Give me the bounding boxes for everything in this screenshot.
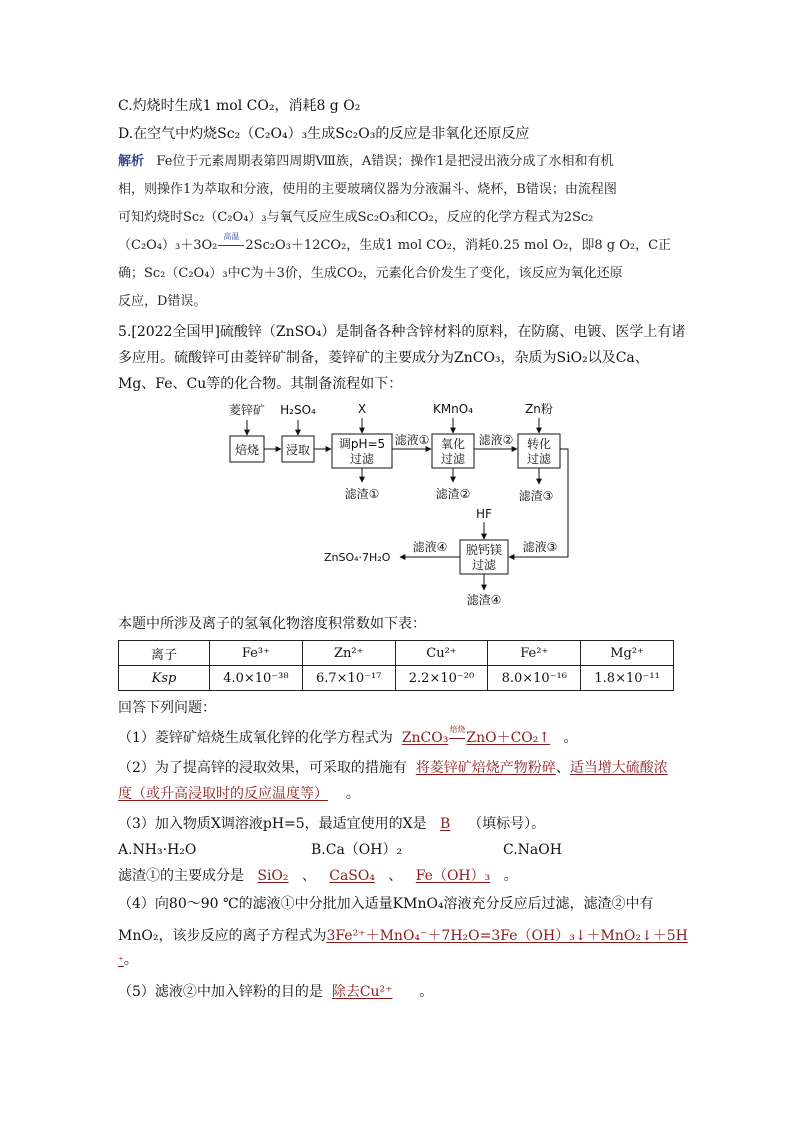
q2-answer-2a: 适当增大硫酸浓 xyxy=(569,760,668,776)
q3-answer: B xyxy=(440,816,451,832)
residue-4-label: 滤渣④ xyxy=(466,593,502,607)
demg-label-1: 脱钙镁 xyxy=(465,543,503,557)
process-flowchart xyxy=(228,398,584,610)
convert-label-2: 过滤 xyxy=(526,452,552,466)
q1-answer-right: ZnO＋CO₂↑ xyxy=(466,730,551,746)
q4-answer: 3Fe²⁺＋MnO₄⁻＋7H₂O=3Fe（OH）₃↓＋MnO₂↓＋5H xyxy=(326,928,688,944)
analysis-line-4 xyxy=(118,232,672,256)
table-intro: 本题中所涉及离子的氢氧化物溶度积常数如下表： xyxy=(118,616,426,632)
adjust-label-2: 过滤 xyxy=(349,452,375,466)
hf-label: HF xyxy=(476,507,492,521)
q2-answer-1: 将菱锌矿焙烧产物粉碎 xyxy=(415,760,556,776)
q4-line-2 xyxy=(118,926,688,946)
q3b-answer-1: SiO₂ xyxy=(257,868,289,884)
residue-2-label: 滤渣② xyxy=(435,487,471,501)
analysis-tag: 解析 xyxy=(118,154,145,169)
filtrate-2-label: 滤液② xyxy=(478,433,514,447)
x-label: X xyxy=(357,402,367,416)
filtrate-3-label: 滤液③ xyxy=(522,540,558,554)
q3b-answer-3: Fe（OH）₃ xyxy=(415,868,491,884)
residue-1-label: 滤渣① xyxy=(344,487,380,501)
q3b-line xyxy=(118,866,518,886)
q4-answer-tail: ⁺ xyxy=(118,954,124,967)
q4-line-3 xyxy=(118,950,138,971)
q2-line-1 xyxy=(118,758,668,778)
question-line-1: 5.[2022全国甲]硫酸锌（ZnSO₄）是制备各种含锌材料的原料，在防腐、电镀、医学上有诸 xyxy=(118,324,686,340)
q3b-sep-2: 、 xyxy=(388,868,403,884)
q2-text: （2）为了提高锌的浸取效果，可采取的措施有 xyxy=(118,760,407,776)
table-cell: Ksp xyxy=(119,666,210,691)
table-cell: Fe³⁺ xyxy=(210,641,303,666)
oxidize-label-2: 过滤 xyxy=(440,452,466,466)
table-row xyxy=(119,641,674,666)
q5-text: （5）滤液②中加入锌粉的目的是 xyxy=(118,984,323,1000)
q3-option-a: A.NH₃·H₂O xyxy=(118,842,197,858)
adjust-label-1: 调pH=5 xyxy=(338,437,386,451)
zn-powder-label: Zn粉 xyxy=(525,402,553,416)
q5-answer: 除去Cu²⁺ xyxy=(331,984,393,1000)
condition-arrow xyxy=(217,232,245,256)
analysis-line-3: 可知灼烧时Sc₂（C₂O₄）₃与氧气反应生成Sc₂O₃和CO₂，反应的化学方程式为2Sc₂ xyxy=(118,210,594,225)
q2-sep: 、 xyxy=(555,760,570,776)
q3b-end: 。 xyxy=(503,868,518,884)
q3-option-b: B.Ca（OH）₂ xyxy=(311,842,403,858)
analysis-line-1 xyxy=(118,152,614,172)
filtrate-1-label: 滤液① xyxy=(394,433,430,447)
q2-line-2 xyxy=(118,784,360,804)
q1-end: 。 xyxy=(563,730,578,746)
table-cell: Mg²⁺ xyxy=(581,641,674,666)
h2so4-label: H₂SO₄ xyxy=(280,403,316,417)
table-cell: 6.7×10⁻¹⁷ xyxy=(302,666,395,691)
analysis-text: Fe位于元素周期表第四周期Ⅷ族，A错误；操作1是把浸出液分成了水相和有机 xyxy=(156,154,614,169)
q3-text: （3）加入物质X调溶液pH=5，最适宜使用的X是 xyxy=(118,816,427,832)
q1-text: （1）菱锌矿焙烧生成氧化锌的化学方程式为 xyxy=(118,730,393,746)
product-label: ZnSO₄·7H₂O xyxy=(324,551,391,564)
q3-option-c: C.NaOH xyxy=(503,842,562,858)
q5-line xyxy=(118,982,433,1002)
table-cell: 4.0×10⁻³⁸ xyxy=(210,666,303,691)
residue-3-label: 滤渣③ xyxy=(518,489,554,503)
q4-text: MnO₂，该步反应的离子方程式为 xyxy=(118,928,327,944)
table-cell: Zn²⁺ xyxy=(302,641,395,666)
table-cell: Cu²⁺ xyxy=(395,641,488,666)
q1-line xyxy=(118,725,578,748)
table-cell: 1.8×10⁻¹¹ xyxy=(581,666,674,691)
q1-condition xyxy=(448,725,466,748)
q1-condition-label: 焙烧 xyxy=(449,725,466,734)
answer-prompt: 回答下列问题： xyxy=(118,700,216,716)
table-cell: 8.0×10⁻¹⁶ xyxy=(488,666,581,691)
q3-line xyxy=(118,814,545,834)
q3-end: （填标号）。 xyxy=(468,816,546,832)
question-line-3: Mg、Fe、Cu等的化合物。其制备流程如下： xyxy=(118,376,403,392)
question-line-2: 多应用。硫酸锌可由菱锌矿制备，菱锌矿的主要成分为ZnCO₃，杂质为SiO₂以及Ca、 xyxy=(118,350,649,366)
ksp-table xyxy=(118,640,674,691)
ore-label: 菱锌矿 xyxy=(228,403,266,417)
q3b-answer-2: CaSO₄ xyxy=(329,868,375,884)
q3b-sep-1: 、 xyxy=(301,868,316,884)
q2-answer-2b: 度（或升高浸取时的反应温度等） xyxy=(118,786,328,802)
table-cell: 2.2×10⁻²⁰ xyxy=(395,666,488,691)
analysis-line-2: 相，则操作1为萃取和分液，使用的主要玻璃仪器为分液漏斗、烧杯，B错误；由流程图 xyxy=(118,182,617,197)
q3b-text: 滤渣①的主要成分是 xyxy=(118,868,244,884)
equation-left: （C₂O₄）₃＋3O₂ xyxy=(118,238,218,253)
q4-end: 。 xyxy=(123,952,138,968)
q5-end: 。 xyxy=(419,984,434,1000)
option-c: C.灼烧时生成1 mol CO₂，消耗8 g O₂ xyxy=(118,98,361,114)
leach-label: 浸取 xyxy=(285,443,311,457)
analysis-line-6: 反应，D错误。 xyxy=(118,294,207,309)
table-cell: 离子 xyxy=(119,641,210,666)
kmno4-label: KMnO₄ xyxy=(432,402,474,416)
condition-label: 高温 xyxy=(223,232,240,241)
table-row xyxy=(119,666,674,691)
equation-right: 2Sc₂O₃＋12CO₂，生成1 mol CO₂，消耗0.25 mol O₂，即8 g O₂，C正 xyxy=(245,238,672,253)
option-d: D.在空气中灼烧Sc₂（C₂O₄）₃生成Sc₂O₃的反应是非氧化还原反应 xyxy=(118,126,530,142)
roast-label: 焙烧 xyxy=(234,443,260,457)
q2-end: 。 xyxy=(345,786,360,802)
convert-label-1: 转化 xyxy=(526,437,552,451)
analysis-line-5: 确；Sc₂（C₂O₄）₃中C为＋3价，生成CO₂，元素化合价发生了变化，该反应为氧化还原 xyxy=(118,266,623,281)
oxidize-label-1: 氧化 xyxy=(440,437,466,451)
filtrate-4-label: 滤液④ xyxy=(412,540,448,554)
q4-line-1: （4）向80～90 ℃的滤液①中分批加入适量KMnO₄溶液充分反应后过滤，滤渣②中有 xyxy=(118,896,654,912)
demg-label-2: 过滤 xyxy=(471,558,497,572)
table-cell: Fe²⁺ xyxy=(488,641,581,666)
q1-answer-left: ZnCO₃ xyxy=(401,730,449,746)
